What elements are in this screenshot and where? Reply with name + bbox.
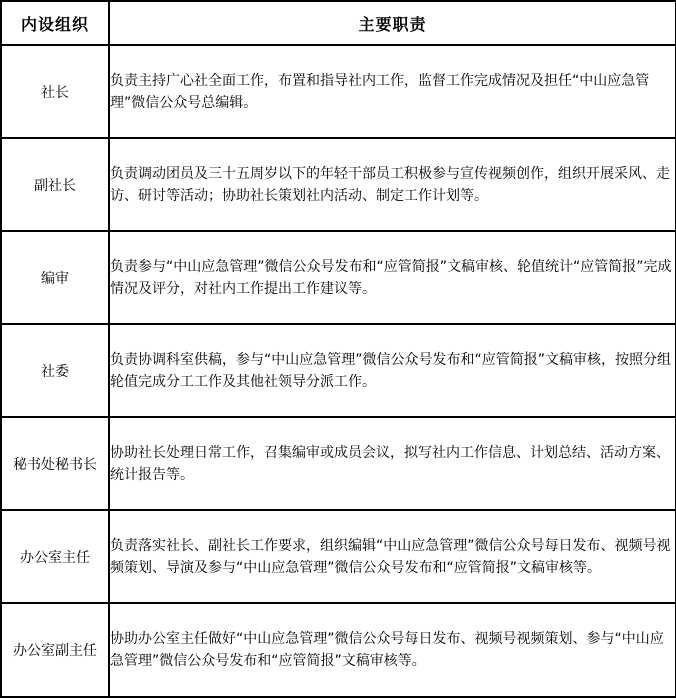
duty-cell: 负责参与“中山应急管理”微信公众号发布和“应管简报”文稿审核、轮值统计“应管简报”完成情况及评分，对社内工作提出工作建议等。 <box>109 231 676 324</box>
duty-cell: 协助社长处理日常工作，召集编审或成员会议，拟写社内工作信息、计划总结、活动方案、统计报告等。 <box>109 417 676 510</box>
table-row <box>1 324 676 417</box>
header-row <box>1 1 676 45</box>
table-row <box>1 417 676 510</box>
header-duty: 主要职责 <box>109 1 676 45</box>
org-cell: 副社长 <box>1 138 109 231</box>
duty-cell: 负责主持广心社全面工作，布置和指导社内工作，监督工作完成情况及担任“中山应急管理”微信公众号总编辑。 <box>109 45 676 138</box>
org-cell: 社委 <box>1 324 109 417</box>
org-cell: 社长 <box>1 45 109 138</box>
table-row <box>1 510 676 603</box>
duty-cell: 负责协调科室供稿，参与“中山应急管理”微信公众号发布和“应管简报”文稿审核，按照分组轮值完成分工工作及其他社领导分派工作。 <box>109 324 676 417</box>
org-cell: 办公室副主任 <box>1 603 109 697</box>
table-row <box>1 138 676 231</box>
table-row <box>1 603 676 697</box>
duty-cell: 负责落实社长、副社长工作要求，组织编辑“中山应急管理”微信公众号每日发布、视频号视频策划、导演及参与“中山应急管理”微信公众号发布和“应管简报”文稿审核等。 <box>109 510 676 603</box>
org-cell: 秘书处秘书长 <box>1 417 109 510</box>
table-row <box>1 45 676 138</box>
duty-cell: 协助办公室主任做好“中山应急管理”微信公众号每日发布、视频号视频策划、参与“中山应急管理”微信公众号发布和“应管简报”文稿审核等。 <box>109 603 676 697</box>
org-cell: 编审 <box>1 231 109 324</box>
table-row <box>1 231 676 324</box>
header-org: 内设组织 <box>1 1 109 45</box>
duty-cell: 负责调动团员及三十五周岁以下的年轻干部员工积极参与宣传视频创作，组织开展采风、走访、研讨等活动；协助社长策划社内活动、制定工作计划等。 <box>109 138 676 231</box>
org-cell: 办公室主任 <box>1 510 109 603</box>
